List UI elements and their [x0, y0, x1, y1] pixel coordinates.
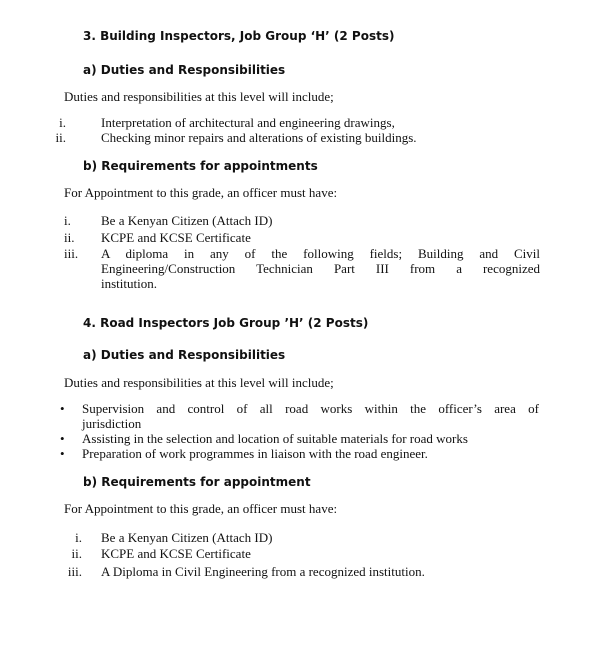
requirement-item: Be a Kenyan Citizen (Attach ID)	[101, 213, 273, 228]
bullet-icon: •	[60, 431, 65, 446]
requirement-line	[101, 261, 540, 276]
section-3-requirements-intro: For Appointment to this grade, an officer must have:	[64, 185, 338, 200]
requirement-item: KCPE and KCSE Certificate	[101, 230, 251, 245]
bullet-icon: •	[60, 401, 65, 416]
requirement-number: i.	[75, 530, 82, 545]
requirement-number: ii.	[64, 230, 75, 245]
requirement-number: iii.	[64, 246, 79, 261]
duty-item	[82, 401, 539, 431]
section-4-requirements-intro: For Appointment to this grade, an officer must have:	[64, 501, 338, 516]
requirement-item: A Diploma in Civil Engineering from a recognized institution.	[101, 564, 425, 579]
duty-item: Preparation of work programmes in liaison with the road engineer.	[82, 446, 428, 461]
requirement-line-text: A diploma in any of the following fields; Building and Civil	[101, 246, 540, 261]
duty-line-text: jurisdiction	[82, 416, 142, 431]
requirement-line-text: institution.	[101, 276, 157, 291]
section-4-heading: 4. Road Inspectors Job Group ’H’ (2 Posts)	[83, 316, 369, 330]
duty-item: Interpretation of architectural and engineering drawings,	[101, 115, 395, 130]
duty-number: i.	[59, 115, 66, 130]
requirement-item	[101, 246, 540, 291]
bullet-icon: •	[60, 446, 65, 461]
section-4-requirements-heading: b) Requirements for appointment	[83, 475, 311, 489]
section-3-duties-intro: Duties and responsibilities at this level will include;	[64, 89, 334, 104]
requirement-line	[101, 246, 540, 261]
section-3-heading: 3. Building Inspectors, Job Group ‘H’ (2 Posts)	[83, 29, 395, 43]
requirement-item: Be a Kenyan Citizen (Attach ID)	[101, 530, 273, 545]
section-3-duties-heading: a) Duties and Responsibilities	[83, 63, 286, 77]
requirement-number: iii.	[67, 564, 82, 579]
requirement-number: i.	[64, 213, 71, 228]
duty-number: ii.	[55, 130, 66, 145]
section-4-duties-intro: Duties and responsibilities at this level will include;	[64, 375, 334, 390]
requirement-line-text: Engineering/Construction Technician Part III from a recognized	[101, 261, 540, 276]
duty-item: Assisting in the selection and location of suitable materials for road works	[82, 431, 468, 446]
section-3-requirements-heading: b) Requirements for appointments	[83, 159, 318, 173]
requirement-number: ii.	[71, 546, 82, 561]
section-4-duties-heading: a) Duties and Responsibilities	[83, 348, 286, 362]
requirement-item: KCPE and KCSE Certificate	[101, 546, 251, 561]
duty-line-text: Supervision and control of all road works within the officer’s area of	[82, 401, 539, 416]
duty-item: Checking minor repairs and alterations of existing buildings.	[101, 130, 417, 145]
